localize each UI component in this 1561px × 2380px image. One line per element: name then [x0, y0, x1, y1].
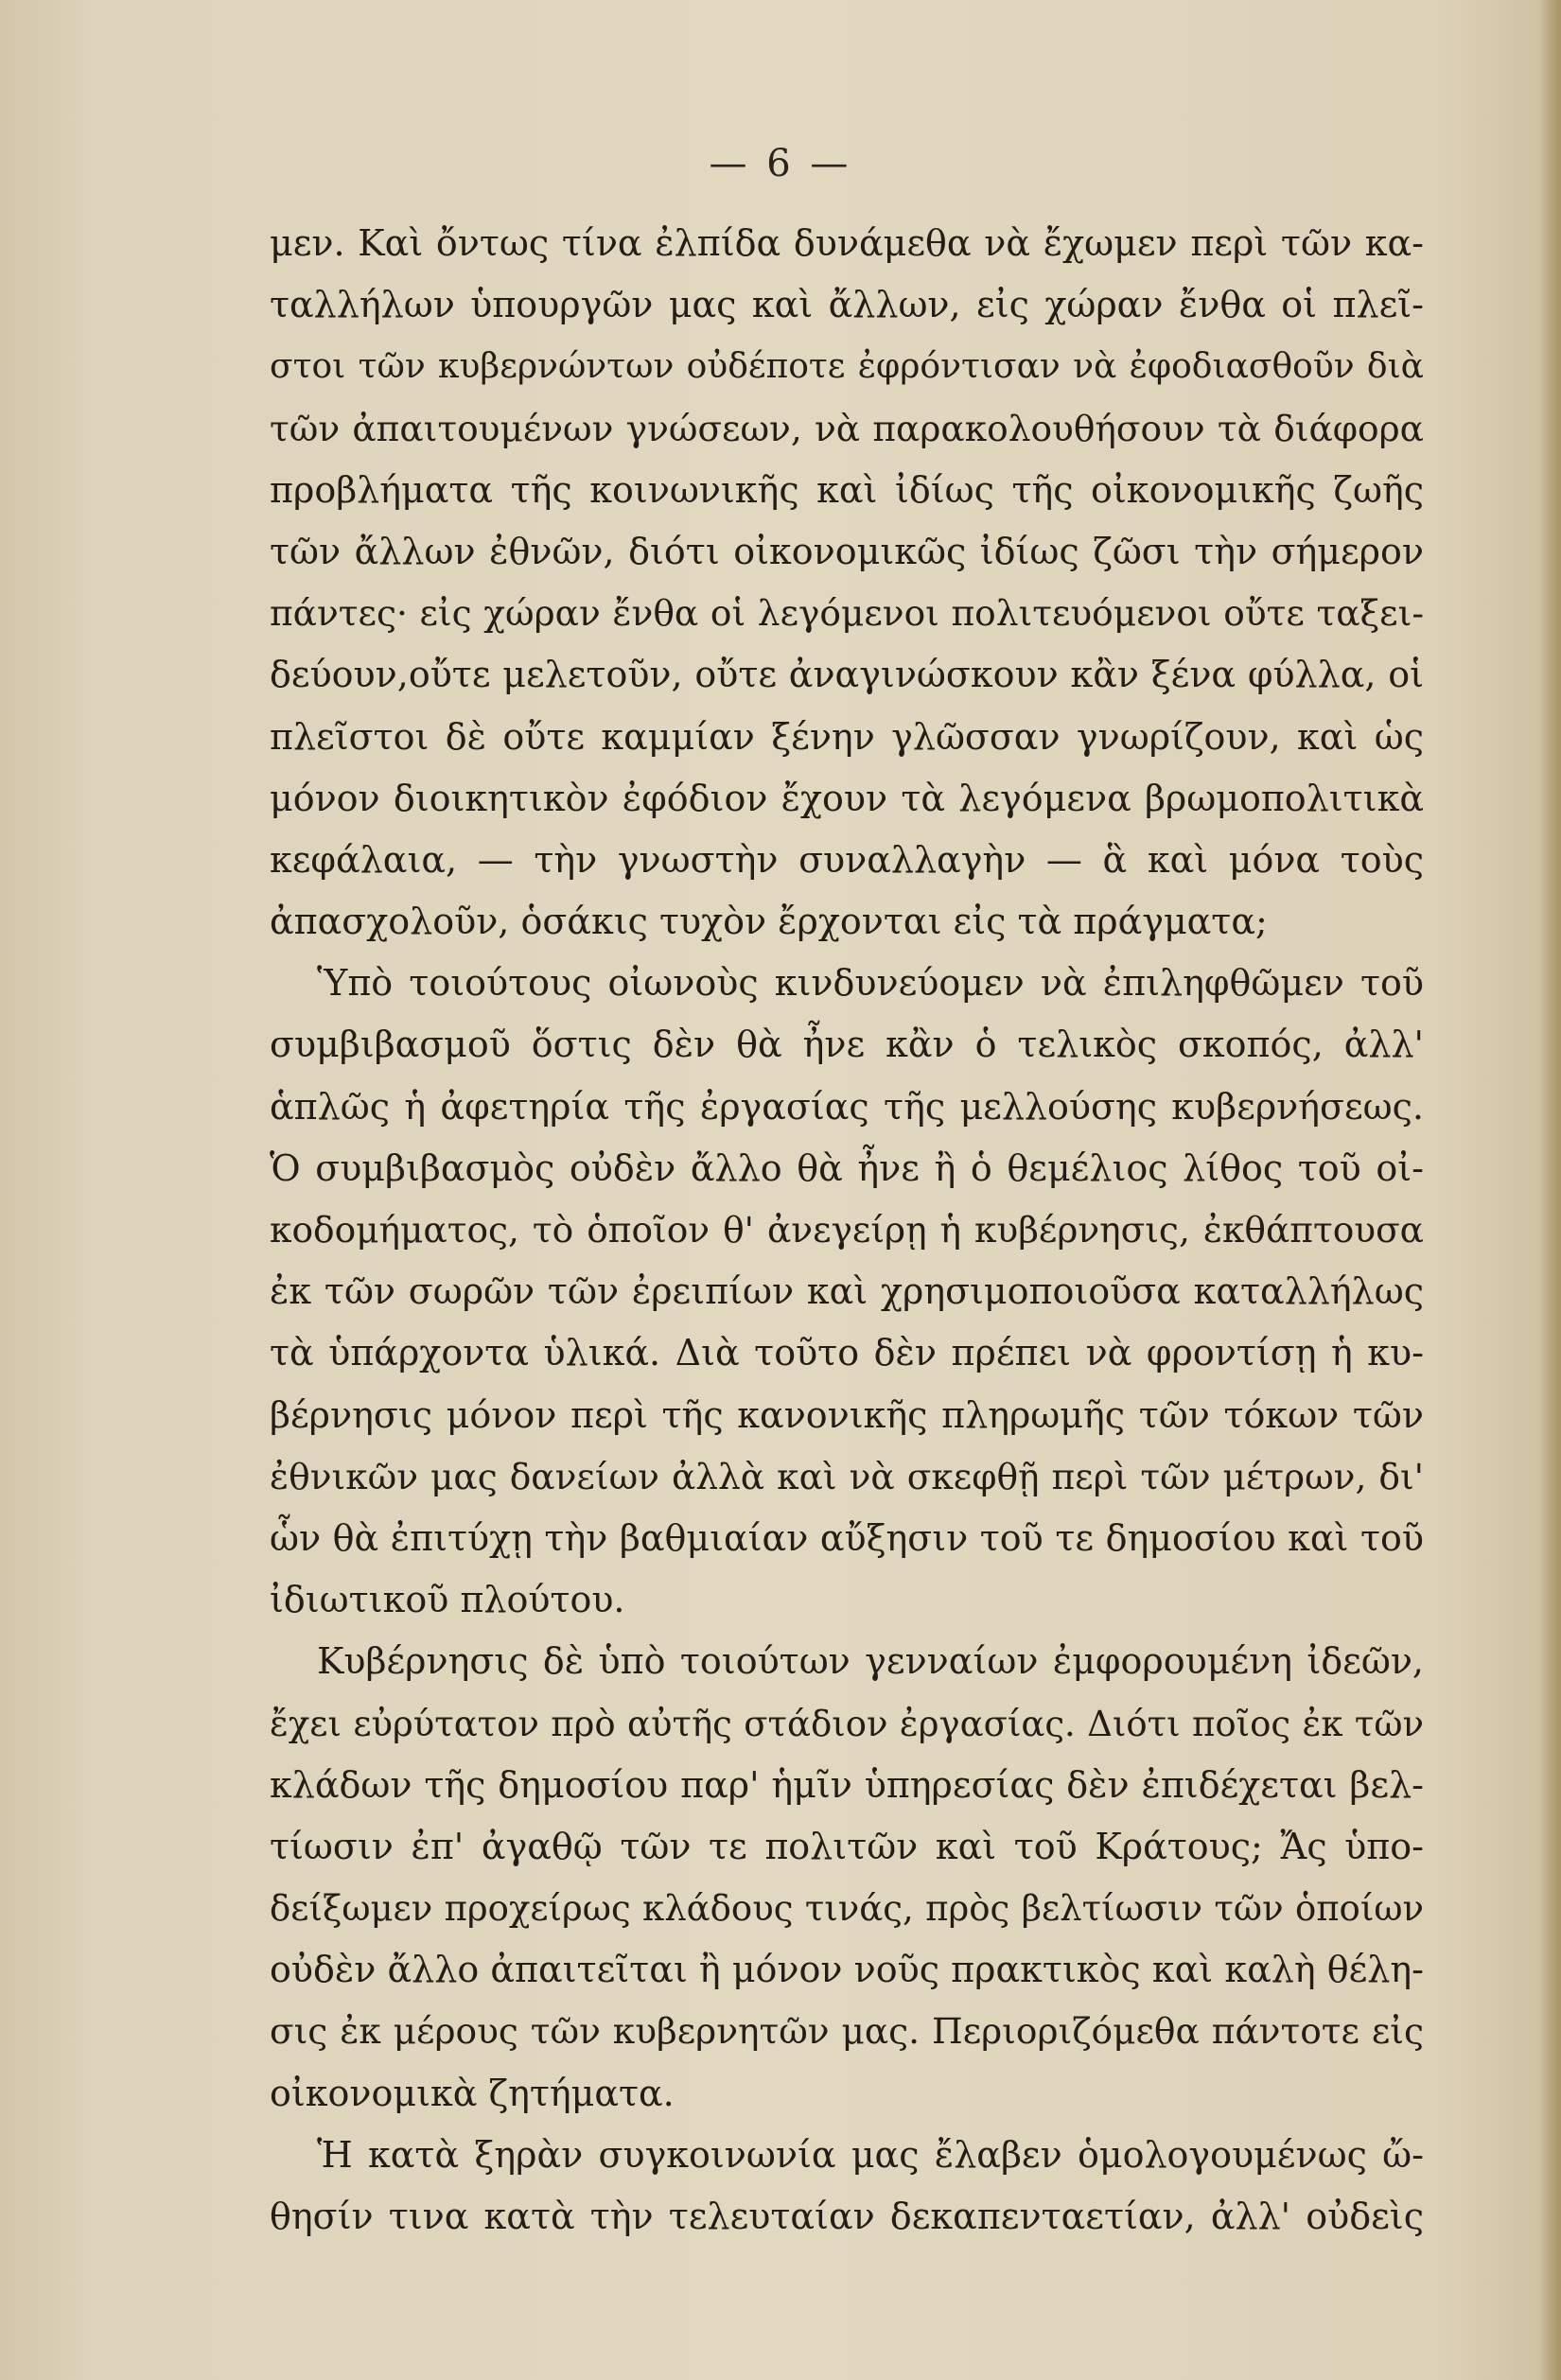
- text-line: Ὁ συμβιβασμὸς οὐδὲν ἄλλο θὰ ἦνε ἢ ὁ θεμέλιος λίθος τοῦ οἰ-: [270, 1146, 1424, 1189]
- text-line: ταλλήλων ὑπουργῶν μας καὶ ἄλλων, εἰς χώραν ἔνθα οἱ πλεῖ-: [270, 284, 1424, 326]
- text-line: Κυβέρνησις δὲ ὑπὸ τοιούτων γενναίων ἐμφορουμένη ἰδεῶν,: [317, 1640, 1424, 1683]
- text-line: οἰκονομικὰ ζητήματα.: [270, 2072, 675, 2114]
- text-line: πάντες· εἰς χώραν ἔνθα οἱ λεγόμενοι πολιτευόμενοι οὔτε ταξει-: [270, 592, 1424, 635]
- text-line: ἔχει εὐρύτατον πρὸ αὐτῆς στάδιον ἐργασίας. Διότι ποῖος ἐκ τῶν: [270, 1703, 1424, 1744]
- text-line: θησίν τινα κατὰ τὴν τελευταίαν δεκαπενταετίαν, ἀλλ' οὐδεὶς: [270, 2196, 1424, 2237]
- text-line: τὰ ὑπάρχοντα ὑλικά. Διὰ τοῦτο δὲν πρέπει νὰ φροντίσῃ ἡ κυ-: [270, 1332, 1424, 1374]
- text-line: Ἡ κατὰ ξηρὰν συγκοινωνία μας ἔλαβεν ὁμολογουμένως ὤ-: [317, 2133, 1424, 2176]
- text-line: σις ἐκ μέρους τῶν κυβερνητῶν μας. Περιοριζόμεθα πάντοτε εἰς: [270, 2010, 1424, 2053]
- text-line: μόνον διοικητικὸν ἐφόδιον ἔχουν τὰ λεγόμενα βρωμοπολιτικὰ: [270, 777, 1424, 819]
- text-line: ἀπασχολοῦν, ὁσάκις τυχὸν ἔρχονται εἰς τὰ πράγματα;: [270, 901, 1268, 943]
- text-line: πλεῖστοι δὲ οὔτε καμμίαν ξένην γλῶσσαν γνωρίζουν, καὶ ὡς: [270, 715, 1424, 758]
- text-line: Ὑπὸ τοιούτους οἰωνοὺς κινδυνεύομεν νὰ ἐπιληφθῶμεν τοῦ: [317, 962, 1424, 1005]
- text-line: οὐδὲν ἄλλο ἀπαιτεῖται ἢ μόνον νοῦς πρακτικὸς καὶ καλὴ θέλη-: [270, 1949, 1424, 1991]
- text-line: κοδομήματος, τὸ ὁποῖον θ' ἀνεγείρῃ ἡ κυβέρνησις, ἐκθάπτουσα: [270, 1209, 1424, 1251]
- text-line: προβλήματα τῆς κοινωνικῆς καὶ ἰδίως τῆς οἰκονομικῆς ζωῆς: [270, 468, 1424, 511]
- text-line: κεφάλαια, — τὴν γνωστὴν συναλλαγὴν — ἃ καὶ μόνα τοὺς: [270, 838, 1424, 881]
- page-edge-shadow: [1538, 0, 1561, 2380]
- body-text: [270, 213, 1424, 2248]
- text-line: δείξωμεν προχείρως κλάδους τινάς, πρὸς βελτίωσιν τῶν ὁποίων: [270, 1888, 1424, 1930]
- text-line: κλάδων τῆς δημοσίου παρ' ἡμῖν ὑπηρεσίας δὲν ἐπιδέχεται βελ-: [270, 1763, 1424, 1806]
- text-line: τῶν ἄλλων ἐθνῶν, διότι οἰκονομικῶς ἰδίως ζῶσι τὴν σήμερον: [270, 530, 1424, 572]
- text-line: στοι τῶν κυβερνώντων οὐδέποτε ἐφρόντισαν νὰ ἐφοδιασθοῦν διὰ: [270, 347, 1424, 387]
- text-line: δεύουν,οὔτε μελετοῦν, οὔτε ἀναγινώσκουν κἂν ξένα φύλλα, οἱ: [270, 654, 1424, 696]
- text-line: βέρνησις μόνον περὶ τῆς κανονικῆς πληρωμῆς τῶν τόκων τῶν: [270, 1393, 1424, 1436]
- text-line: συμβιβασμοῦ ὅστις δὲν θὰ ἦνε κἂν ὁ τελικὸς σκοπός, ἀλλ': [270, 1024, 1424, 1066]
- text-line: τῶν ἀπαιτουμένων γνώσεων, νὰ παρακολουθήσουν τὰ διάφορα: [270, 407, 1424, 449]
- page-number: — 6 —: [709, 142, 852, 185]
- text-line: μεν. Καὶ ὄντως τίνα ἐλπίδα δυνάμεθα νὰ ἔχωμεν περὶ τῶν κα-: [270, 222, 1424, 264]
- text-line: ἐκ τῶν σωρῶν τῶν ἐρειπίων καὶ χρησιμοποιοῦσα καταλλήλως: [270, 1270, 1424, 1313]
- text-line: ὧν θὰ ἐπιτύχῃ τὴν βαθμιαίαν αὔξησιν τοῦ τε δημοσίου καὶ τοῦ: [270, 1516, 1424, 1559]
- text-line: ἁπλῶς ἡ ἀφετηρία τῆς ἐργασίας τῆς μελλούσης κυβερνήσεως.: [270, 1085, 1424, 1128]
- text-line: ἐθνικῶν μας δανείων ἀλλὰ καὶ νὰ σκεφθῇ περὶ τῶν μέτρων, δι': [270, 1455, 1424, 1497]
- text-line: ἰδιωτικοῦ πλούτου.: [270, 1579, 625, 1621]
- text-line: τίωσιν ἐπ' ἀγαθῷ τῶν τε πολιτῶν καὶ τοῦ Κράτους; Ἄς ὑπο-: [270, 1825, 1424, 1867]
